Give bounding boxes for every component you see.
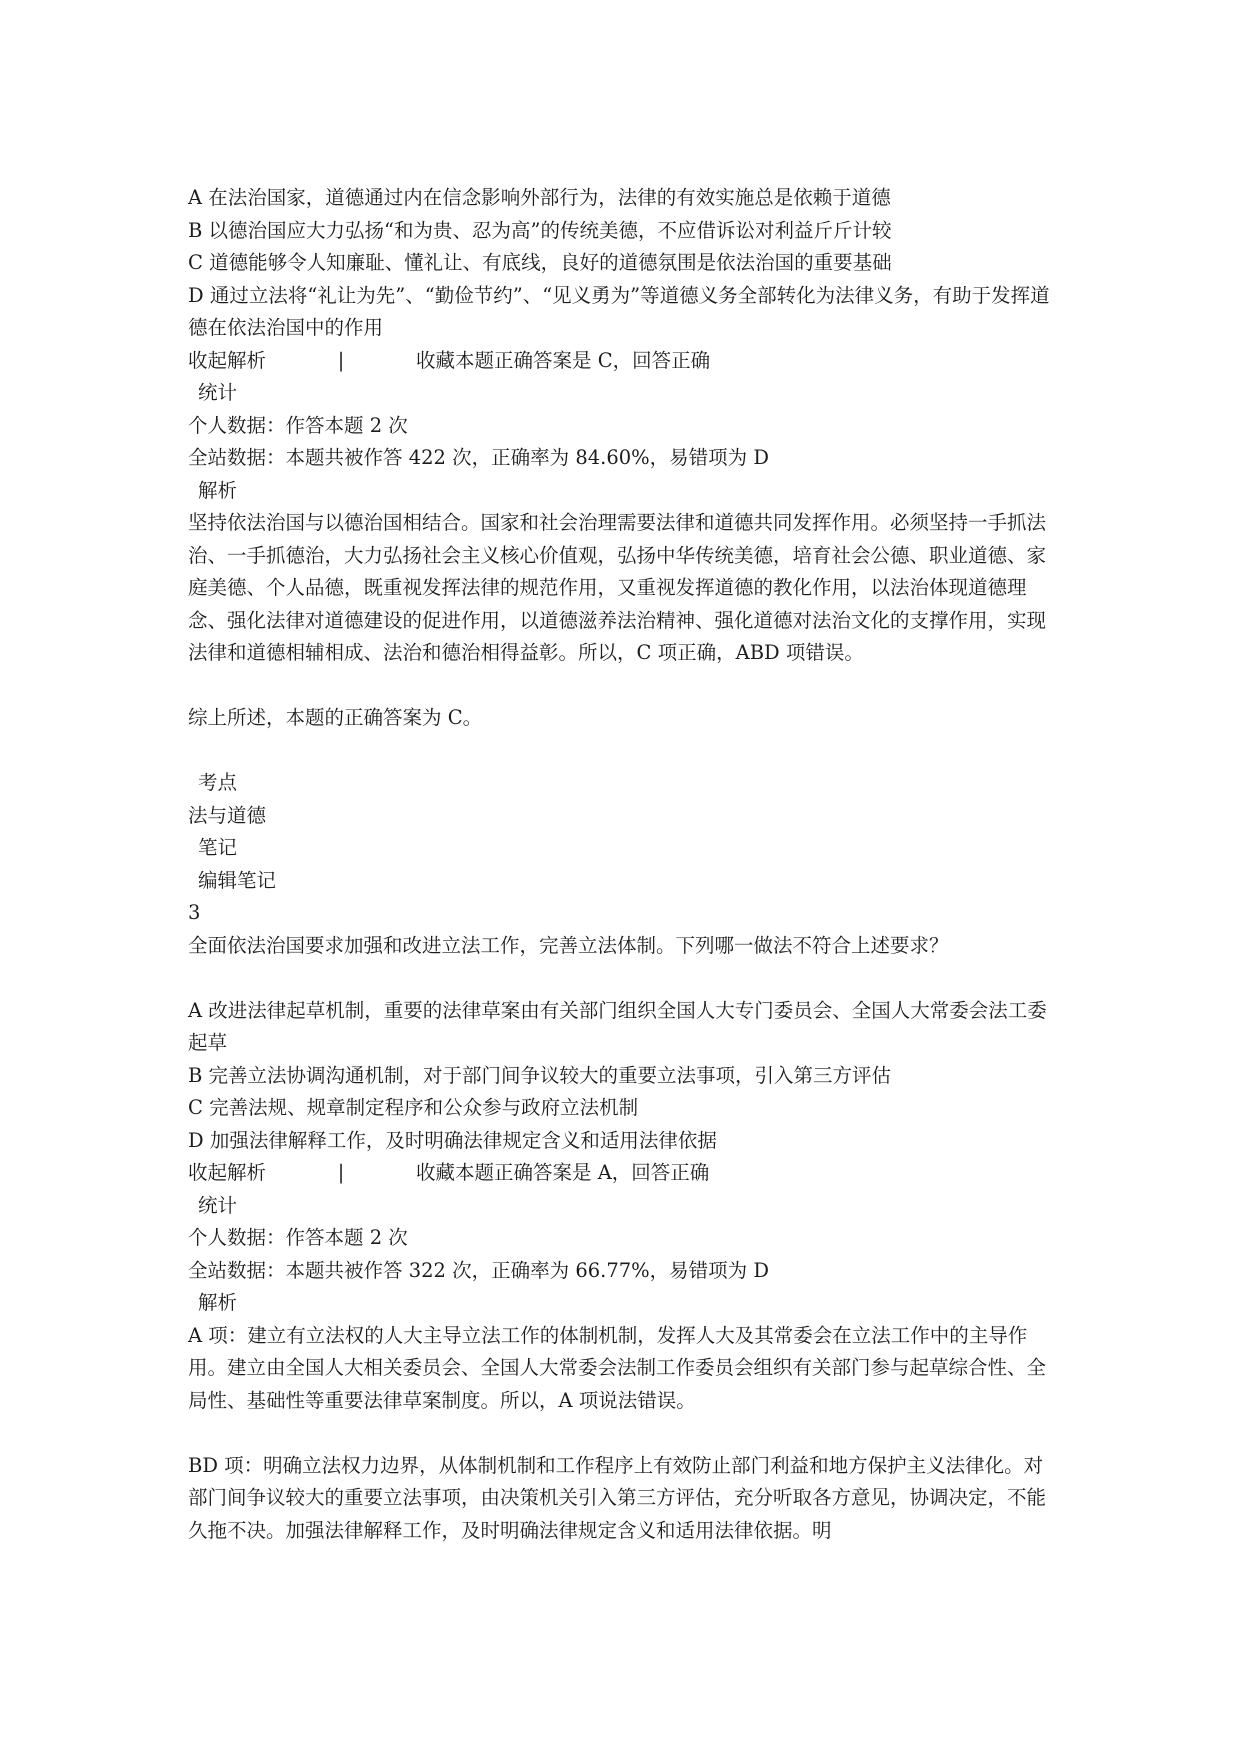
analysis-a-text: A 项：建立有立法权的人大主导立法工作的体制机制，发挥人大及其常委会在立法工作中的主导作用。建立由全国人大相关委员会、全国人大常委会法制工作委员会组织有关部门参与起草综合性、全局性、基础性等重要法律草案制度。所以，A 项说法错误。 xyxy=(188,1323,1047,1412)
analysis-heading: 解析 xyxy=(198,478,238,502)
spacer xyxy=(188,670,1060,703)
option-a: A 在法治国家，道德通过内在信念影响外部行为，法律的有效实施总是依赖于道德 xyxy=(188,186,891,209)
personal-stats: 个人数据：作答本题 2 次 xyxy=(188,413,408,437)
analysis-text: 坚持依法治国与以德治国相结合。国家和社会治理需要法律和道德共同发挥作用。必须坚持一手抓法治、一手抓德治，大力弘扬社会主义核心价值观，弘扬中华传统美德，培育社会公德、职业道德、家庭美德、个人品德，既重视发挥法律的规范作用，又重视发挥道德的教化作用，以法治体现道德理念、强化法律对道德建设的促进作用，以道德滋养法治精神、强化道德对法治文化的支撑作用，实现法律和道德相辅相成、法治和德治相得益彰。所以，C 项正确，ABD 项错误。 xyxy=(188,511,1047,664)
answer-result: 正确答案是 C，回答正确 xyxy=(494,348,711,372)
question-number: 3 xyxy=(188,901,201,924)
conclusion-text: 综上所述，本题的正确答案为 C。 xyxy=(188,706,483,729)
topic-heading: 考点 xyxy=(198,771,238,794)
favorite-link[interactable]: 收藏本题 xyxy=(416,1161,495,1184)
separator: | xyxy=(337,1161,345,1184)
document-page xyxy=(188,182,1060,1547)
spacer xyxy=(188,735,1060,768)
topic-text: 法与道德 xyxy=(188,803,267,827)
question-3-action-row xyxy=(188,1157,1060,1190)
stats-heading: 统计 xyxy=(198,381,238,404)
option-c: C 完善法规、规章制定程序和公众参与政府立法机制 xyxy=(188,1096,639,1119)
site-stats: 全站数据：本题共被作答 422 次，正确率为 84.60%，易错项为 D xyxy=(188,446,770,469)
question-3-options xyxy=(188,995,1060,1158)
edit-notes-link[interactable]: 编辑笔记 xyxy=(198,868,277,892)
option-a: A 改进法律起草机制，重要的法律草案由有关部门组织全国人大专门委员会、全国人大常委会法工委起草 xyxy=(188,998,1047,1054)
site-stats: 全站数据：本题共被作答 322 次，正确率为 66.77%，易错项为 D xyxy=(188,1258,770,1282)
collapse-analysis-link[interactable]: 收起解析 xyxy=(188,348,267,372)
question-stem: 全面依法治国要求加强和改进立法工作，完善立法体制。下列哪一做法不符合上述要求？ xyxy=(188,933,949,957)
option-d: D 通过立法将“礼让为先”、“勤俭节约”、“见义勇为”等道德义务全部转化为法律义务，有助于发挥道德在依法治国中的作用 xyxy=(188,283,1050,339)
separator: | xyxy=(337,348,345,372)
stats-heading: 统计 xyxy=(198,1193,238,1217)
favorite-link[interactable]: 收藏本题 xyxy=(416,348,495,372)
analysis-heading: 解析 xyxy=(198,1291,238,1314)
option-d: D 加强法律解释工作，及时明确法律规定含义和适用法律依据 xyxy=(188,1128,717,1152)
collapse-analysis-link[interactable]: 收起解析 xyxy=(188,1161,267,1184)
notes-heading: 笔记 xyxy=(198,836,238,859)
option-b: B 完善立法协调沟通机制，对于部门间争议较大的重要立法事项，引入第三方评估 xyxy=(188,1063,892,1087)
question-2-action-row xyxy=(188,345,1060,378)
spacer xyxy=(188,962,1060,995)
option-c: C 道德能够令人知廉耻、懂礼让、有底线，良好的道德氛围是依法治国的重要基础 xyxy=(188,251,892,274)
question-2-options xyxy=(188,182,1060,345)
analysis-bd-text: BD 项：明确立法权力边界，从体制机制和工作程序上有效防止部门利益和地方保护主义法律化。对部门间争议较大的重要立法事项，由决策机关引入第三方评估，充分听取各方意见，协调决定，不能久拖不决。加强法律解释工作，及时明确法律规定含义和适用法律依据。明 xyxy=(188,1453,1047,1542)
spacer xyxy=(188,1417,1060,1450)
answer-result: 正确答案是 A，回答正确 xyxy=(494,1161,710,1184)
personal-stats: 个人数据：作答本题 2 次 xyxy=(188,1226,408,1249)
option-b: B 以德治国应大力弘扬“和为贵、忍为高”的传统美德，不应借诉讼对利益斤斤计较 xyxy=(188,218,892,242)
